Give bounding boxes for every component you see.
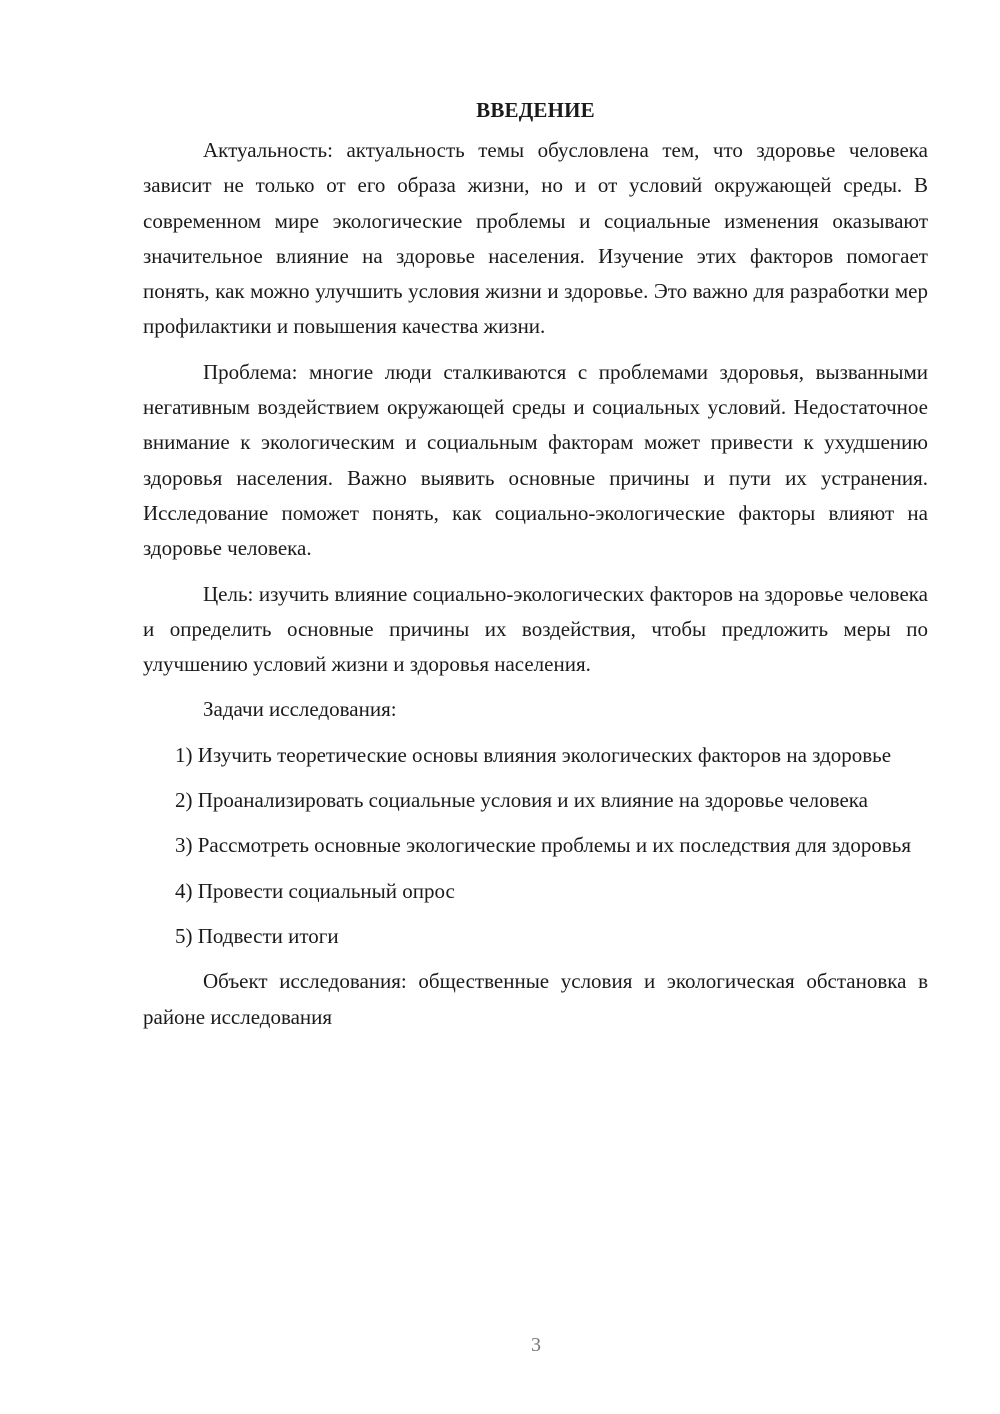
relevance-paragraph: Актуальность: актуальность темы обусловлена тем, что здоровье человека зависит не только от его образа жизни, но и от условий окружающей среды. В современном мире экологические проблемы и социальные изменения оказывают значительное влияние на здоровье населения. Изучение этих факторов помогает понять, как можно улучшить условия жизни и здоровье. Это важно для разработки мер профилактики и повышения качества жизни. [143, 138, 928, 339]
tasks-list [143, 738, 928, 954]
section-heading: ВВЕДЕНИЕ [476, 98, 595, 122]
page-number: 3 [531, 1334, 541, 1356]
document-page [143, 95, 928, 1045]
task-item-5: 5) Подвести итоги [175, 923, 339, 948]
tasks-title: Задачи исследования: [203, 697, 397, 722]
task-item-1: 1) Изучить теоретические основы влияния экологических факторов на здоровье [175, 742, 892, 767]
goal-paragraph: Цель: изучить влияние социально-экологических факторов на здоровье человека и определить основные причины их воздействия, чтобы предложить меры по улучшению условий жизни и здоровья населения. [143, 581, 928, 677]
task-item-3: 3) Рассмотреть основные экологические проблемы и их последствия для здоровья [175, 833, 912, 858]
problem-paragraph: Проблема: многие люди сталкиваются с проблемами здоровья, вызванными негативным воздействием окружающей среды и социальных условий. Недостаточное внимание к экологическим и социальным факторам может привести к ухудшению здоровья населения. Важно выявить основные причины и пути их устранения. Исследование поможет понять, как социально-экологические факторы влияют на здоровье человека. [143, 359, 928, 561]
object-paragraph: Объект исследования: общественные условия и экологическая обстановка в районе исследования [143, 969, 928, 1029]
task-item-2: 2) Проанализировать социальные условия и их влияние на здоровье человека [175, 788, 868, 813]
task-item-4: 4) Провести социальный опрос [175, 878, 455, 903]
